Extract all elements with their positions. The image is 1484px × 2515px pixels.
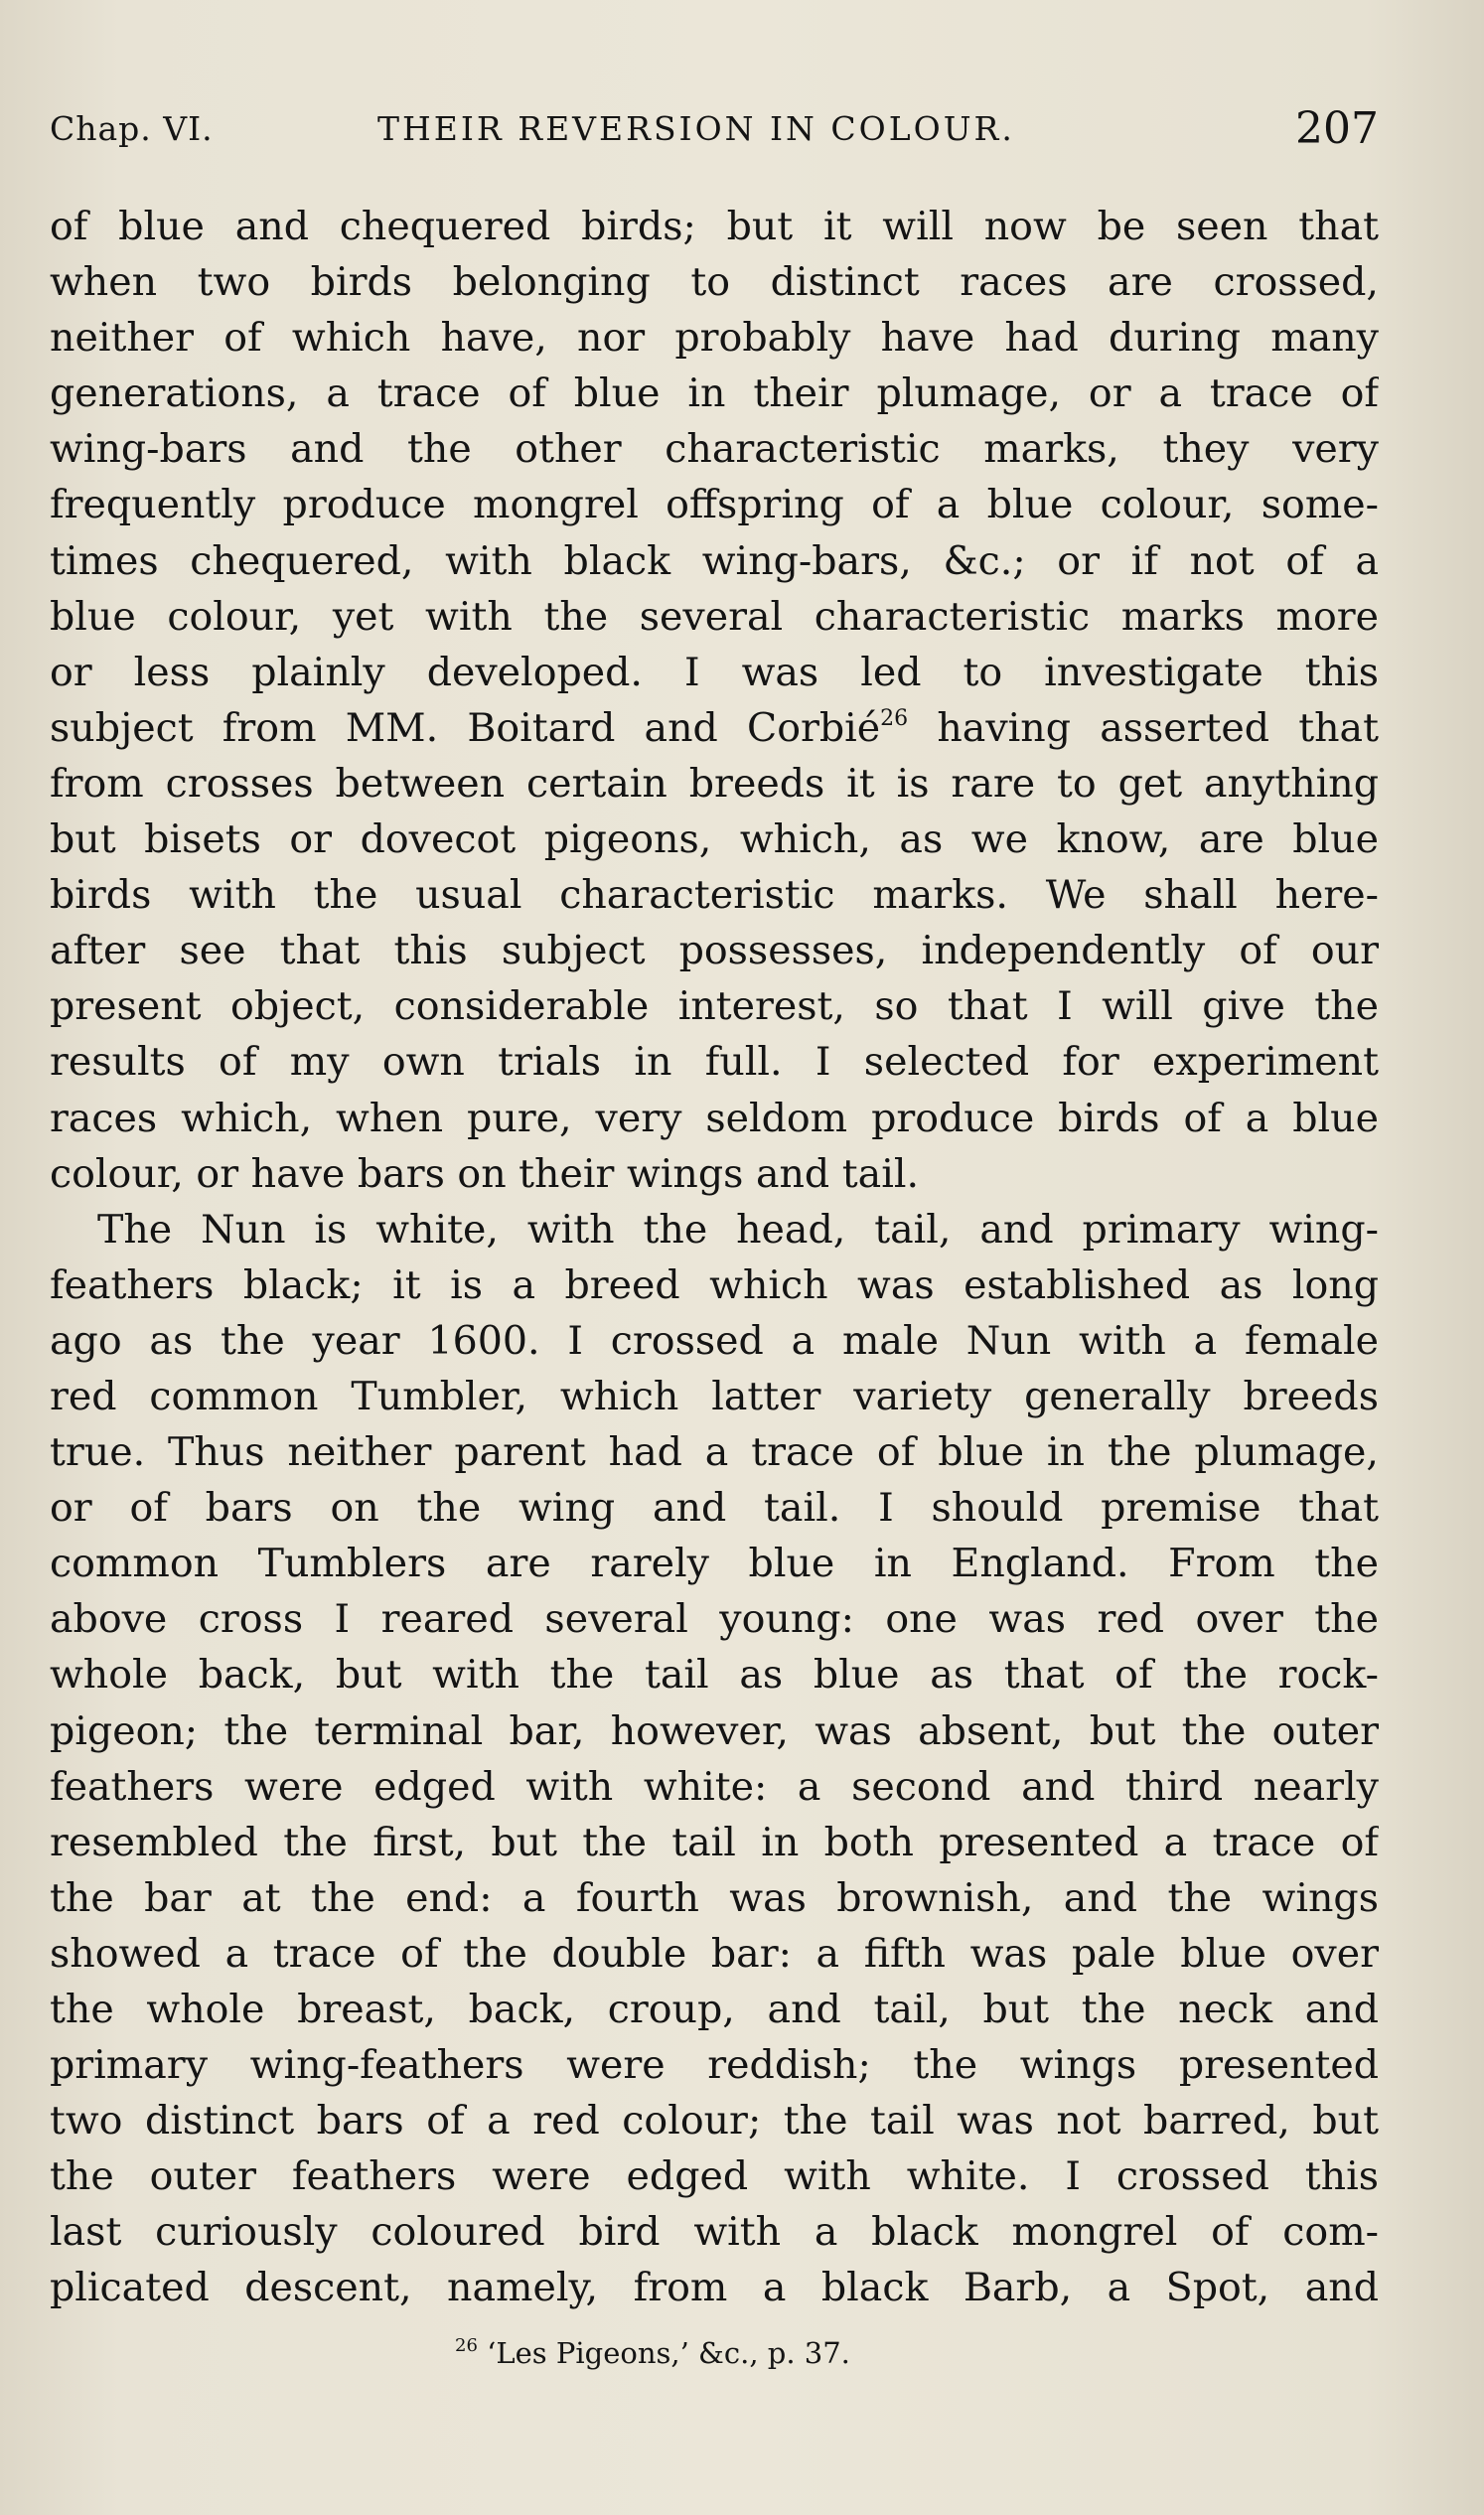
text-line: the whole breast, back, croup, and tail, but the neck and xyxy=(50,1987,1379,2032)
text-line: resembled the first, but the tail in both presented a trace of xyxy=(50,1819,1379,1865)
running-title: THEIR REVERSION IN COLOUR. xyxy=(377,109,1015,148)
text-line: above cross I reared several young: one was red over the xyxy=(50,1596,1379,1643)
body-text xyxy=(50,199,1379,2316)
text-line: neither of which have, nor probably have had during many xyxy=(50,315,1379,362)
text-line: of blue and chequered birds; but it will now be seen that xyxy=(50,204,1379,249)
text-line: common Tumblers are rarely blue in England. From the xyxy=(50,1541,1379,1587)
text-line: feathers black; it is a breed which was established as long xyxy=(50,1261,1379,1308)
text-line: showed a trace of the double bar: a fifth was pale blue over xyxy=(50,1930,1379,1977)
text-line: generations, a trace of blue in their plumage, or a trace of xyxy=(50,370,1379,417)
text-line: after see that this subject possesses, independently of our xyxy=(50,928,1379,974)
text-line: last curiously coloured bird with a black mongrel of com- xyxy=(50,2209,1379,2256)
text-line: from crosses between certain breeds it is rare to get anything xyxy=(50,760,1379,807)
text-line: wing-bars and the other characteristic marks, they very xyxy=(50,426,1379,473)
text-line: red common Tumbler, which latter variety generally breeds xyxy=(50,1373,1379,1419)
text-line: times chequered, with black wing-bars, &c.; or if not of a xyxy=(50,537,1379,584)
text-line: pigeon; the terminal bar, however, was absent, but the outer xyxy=(50,1707,1379,1754)
chapter-label: Chap. VI. xyxy=(50,109,214,148)
footnote xyxy=(455,2336,850,2370)
page-number: 207 xyxy=(1295,103,1379,154)
footnote-text: ‘Les Pigeons,’ &c., p. 37. xyxy=(477,2336,850,2370)
text-line: but bisets or dovecot pigeons, which, as we know, are blue xyxy=(50,816,1379,863)
text-line: The Nun is white, with the head, tail, and primary wing- xyxy=(97,1206,1379,1253)
text-line: feathers were edged with white: a second and third nearly xyxy=(50,1763,1379,1810)
text-line: colour, or have bars on their wings and tail. xyxy=(50,1150,920,1197)
running-header xyxy=(50,103,1379,163)
text-line: results of my own trials in full. I selected for experiment xyxy=(50,1039,1379,1086)
text-line: present object, considerable interest, so that I will give the xyxy=(50,983,1379,1030)
text-line: when two birds belonging to distinct races are crossed, xyxy=(50,259,1379,306)
text-line: the bar at the end: a fourth was brownish, and the wings xyxy=(50,1874,1379,1921)
line-text: subject from MM. Boitard and Corbié xyxy=(50,704,881,751)
text-line: ago as the year 1600. I crossed a male Nun with a female xyxy=(50,1317,1379,1364)
text-line: the outer feathers were edged with white. I crossed this xyxy=(50,2153,1379,2200)
text-line: races which, when pure, very seldom produce birds of a blue xyxy=(50,1095,1379,1141)
footnote-marker: 26 xyxy=(455,2335,478,2356)
text-line: or of bars on the wing and tail. I should premise that xyxy=(50,1485,1379,1532)
text-line: two distinct bars of a red colour; the tail was not barred, but xyxy=(50,2098,1379,2145)
text-line: primary wing-feathers were reddish; the wings presented xyxy=(50,2042,1379,2089)
text-line: blue colour, yet with the several characteristic marks more xyxy=(50,593,1379,640)
text-line: or less plainly developed. I was led to investigate this xyxy=(50,649,1379,695)
text-line: birds with the usual characteristic marks. We shall here- xyxy=(50,872,1379,919)
text-line: whole back, but with the tail as blue as that of the rock- xyxy=(50,1652,1379,1699)
text-line: true. Thus neither parent had a trace of blue in the plumage, xyxy=(50,1429,1379,1476)
text-line: plicated descent, namely, from a black Barb, a Spot, and xyxy=(50,2265,1379,2311)
text-line: frequently produce mongrel offspring of a blue colour, some- xyxy=(50,482,1379,528)
footnote-reference: 26 xyxy=(880,705,909,731)
text-line-with-reference xyxy=(50,700,1379,756)
line-text: having asserted that xyxy=(908,704,1379,751)
